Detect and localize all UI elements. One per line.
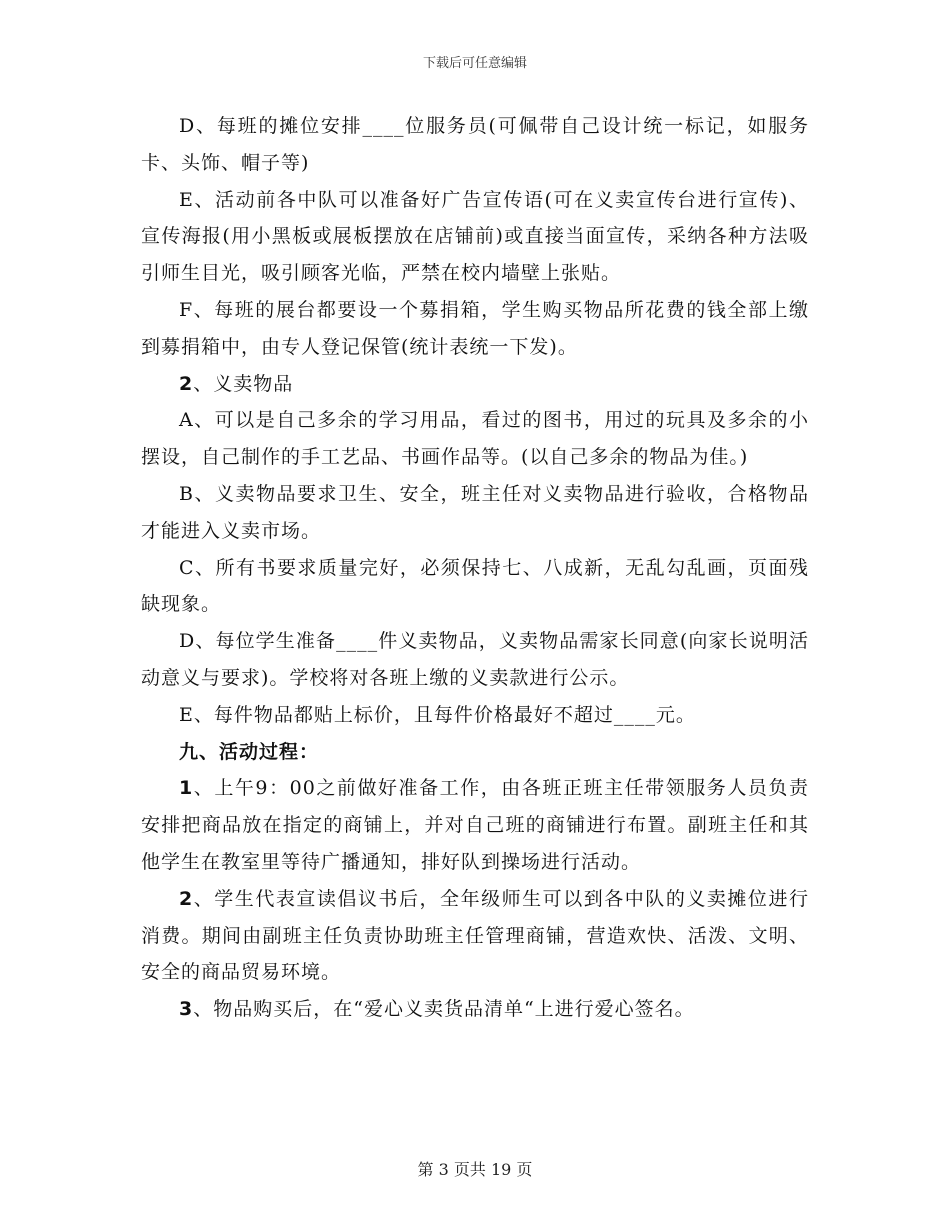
paragraph-d-item-count	[141, 623, 809, 697]
step-number: 2	[179, 887, 194, 910]
step-text: 、物品购买后，在“爱心义卖货品清单“上进行爱心签名。	[193, 998, 695, 1021]
document-body	[141, 108, 809, 1028]
paragraph-text: E、每件物品都贴上标价，且每件价格最好不超过____元。	[179, 703, 696, 726]
step-number: 3	[179, 998, 194, 1021]
step-1-preparation	[141, 770, 809, 880]
step-3-signature	[141, 991, 809, 1028]
step-2-consumption	[141, 881, 809, 991]
paragraph-b-hygiene-safety	[141, 476, 809, 550]
paragraph-text: E、活动前各中队可以准备好广告宣传语(可在义卖宣传台进行宣传)、宣传海报(用小黑板或展板摆放在店铺前)或直接当面宣传，采纳各种方法吸引师生目光，吸引顾客光临，严禁在校内墙壁上张贴。	[141, 188, 809, 285]
section-number: 2	[179, 372, 194, 395]
paragraph-e-advertising	[141, 182, 809, 292]
paragraph-d-booth-staff	[141, 108, 809, 182]
paragraph-f-donation-box	[141, 292, 809, 366]
paragraph-c-book-quality	[141, 550, 809, 624]
paragraph-text: D、每位学生准备____件义卖物品，义卖物品需家长同意(向家长说明活动意义与要求)。学校将对各班上缴的义卖款进行公示。	[141, 630, 809, 689]
page-header: 下载后可任意编辑	[422, 56, 527, 71]
paragraph-text: C、所有书要求质量完好，必须保持七、八成新，无乱勾乱画，页面残缺现象。	[141, 556, 809, 616]
paragraph-text: A、可以是自己多余的学习用品，看过的图书，用过的玩具及多余的小摆设，自己制作的手工艺品、书画作品等。(以自己多余的物品为佳。)	[141, 409, 809, 469]
section-heading-activity-process: 九、活动过程：	[179, 740, 320, 763]
paragraph-e-price-tags	[141, 697, 809, 734]
paragraph-a-item-types	[141, 402, 809, 476]
paragraph-text: D、每班的摊位安排____位服务员(可佩带自己设计统一标记，如服务卡、头饰、帽子等)	[141, 115, 809, 174]
step-text: 、上午9：00之前做好准备工作，由各班正班主任带领服务人员负责安排把商品放在指定的商铺上，并对自己班的商铺进行布置。副班主任和其他学生在教室里等待广播通知，排好队到操场进行活动。	[141, 777, 809, 873]
step-number: 1	[179, 777, 194, 800]
step-text: 、学生代表宣读倡议书后，全年级师生可以到各中队的义卖摊位进行消费。期间由副班主任负责协助班主任管理商铺，营造欢快、活泼、文明、安全的商品贸易环境。	[141, 887, 809, 984]
section-2-charity-items	[141, 366, 809, 403]
section-title: 、义卖物品	[193, 372, 294, 395]
page-footer: 第 3 页共 19 页	[417, 1160, 533, 1179]
paragraph-text: B、义卖物品要求卫生、安全，班主任对义卖物品进行验收，合格物品才能进入义卖市场。	[141, 482, 809, 542]
paragraph-text: F、每班的展台都要设一个募捐箱，学生购买物品所花费的钱全部上缴到募捐箱中，由专人登记保管(统计表统一下发)。	[141, 298, 809, 358]
